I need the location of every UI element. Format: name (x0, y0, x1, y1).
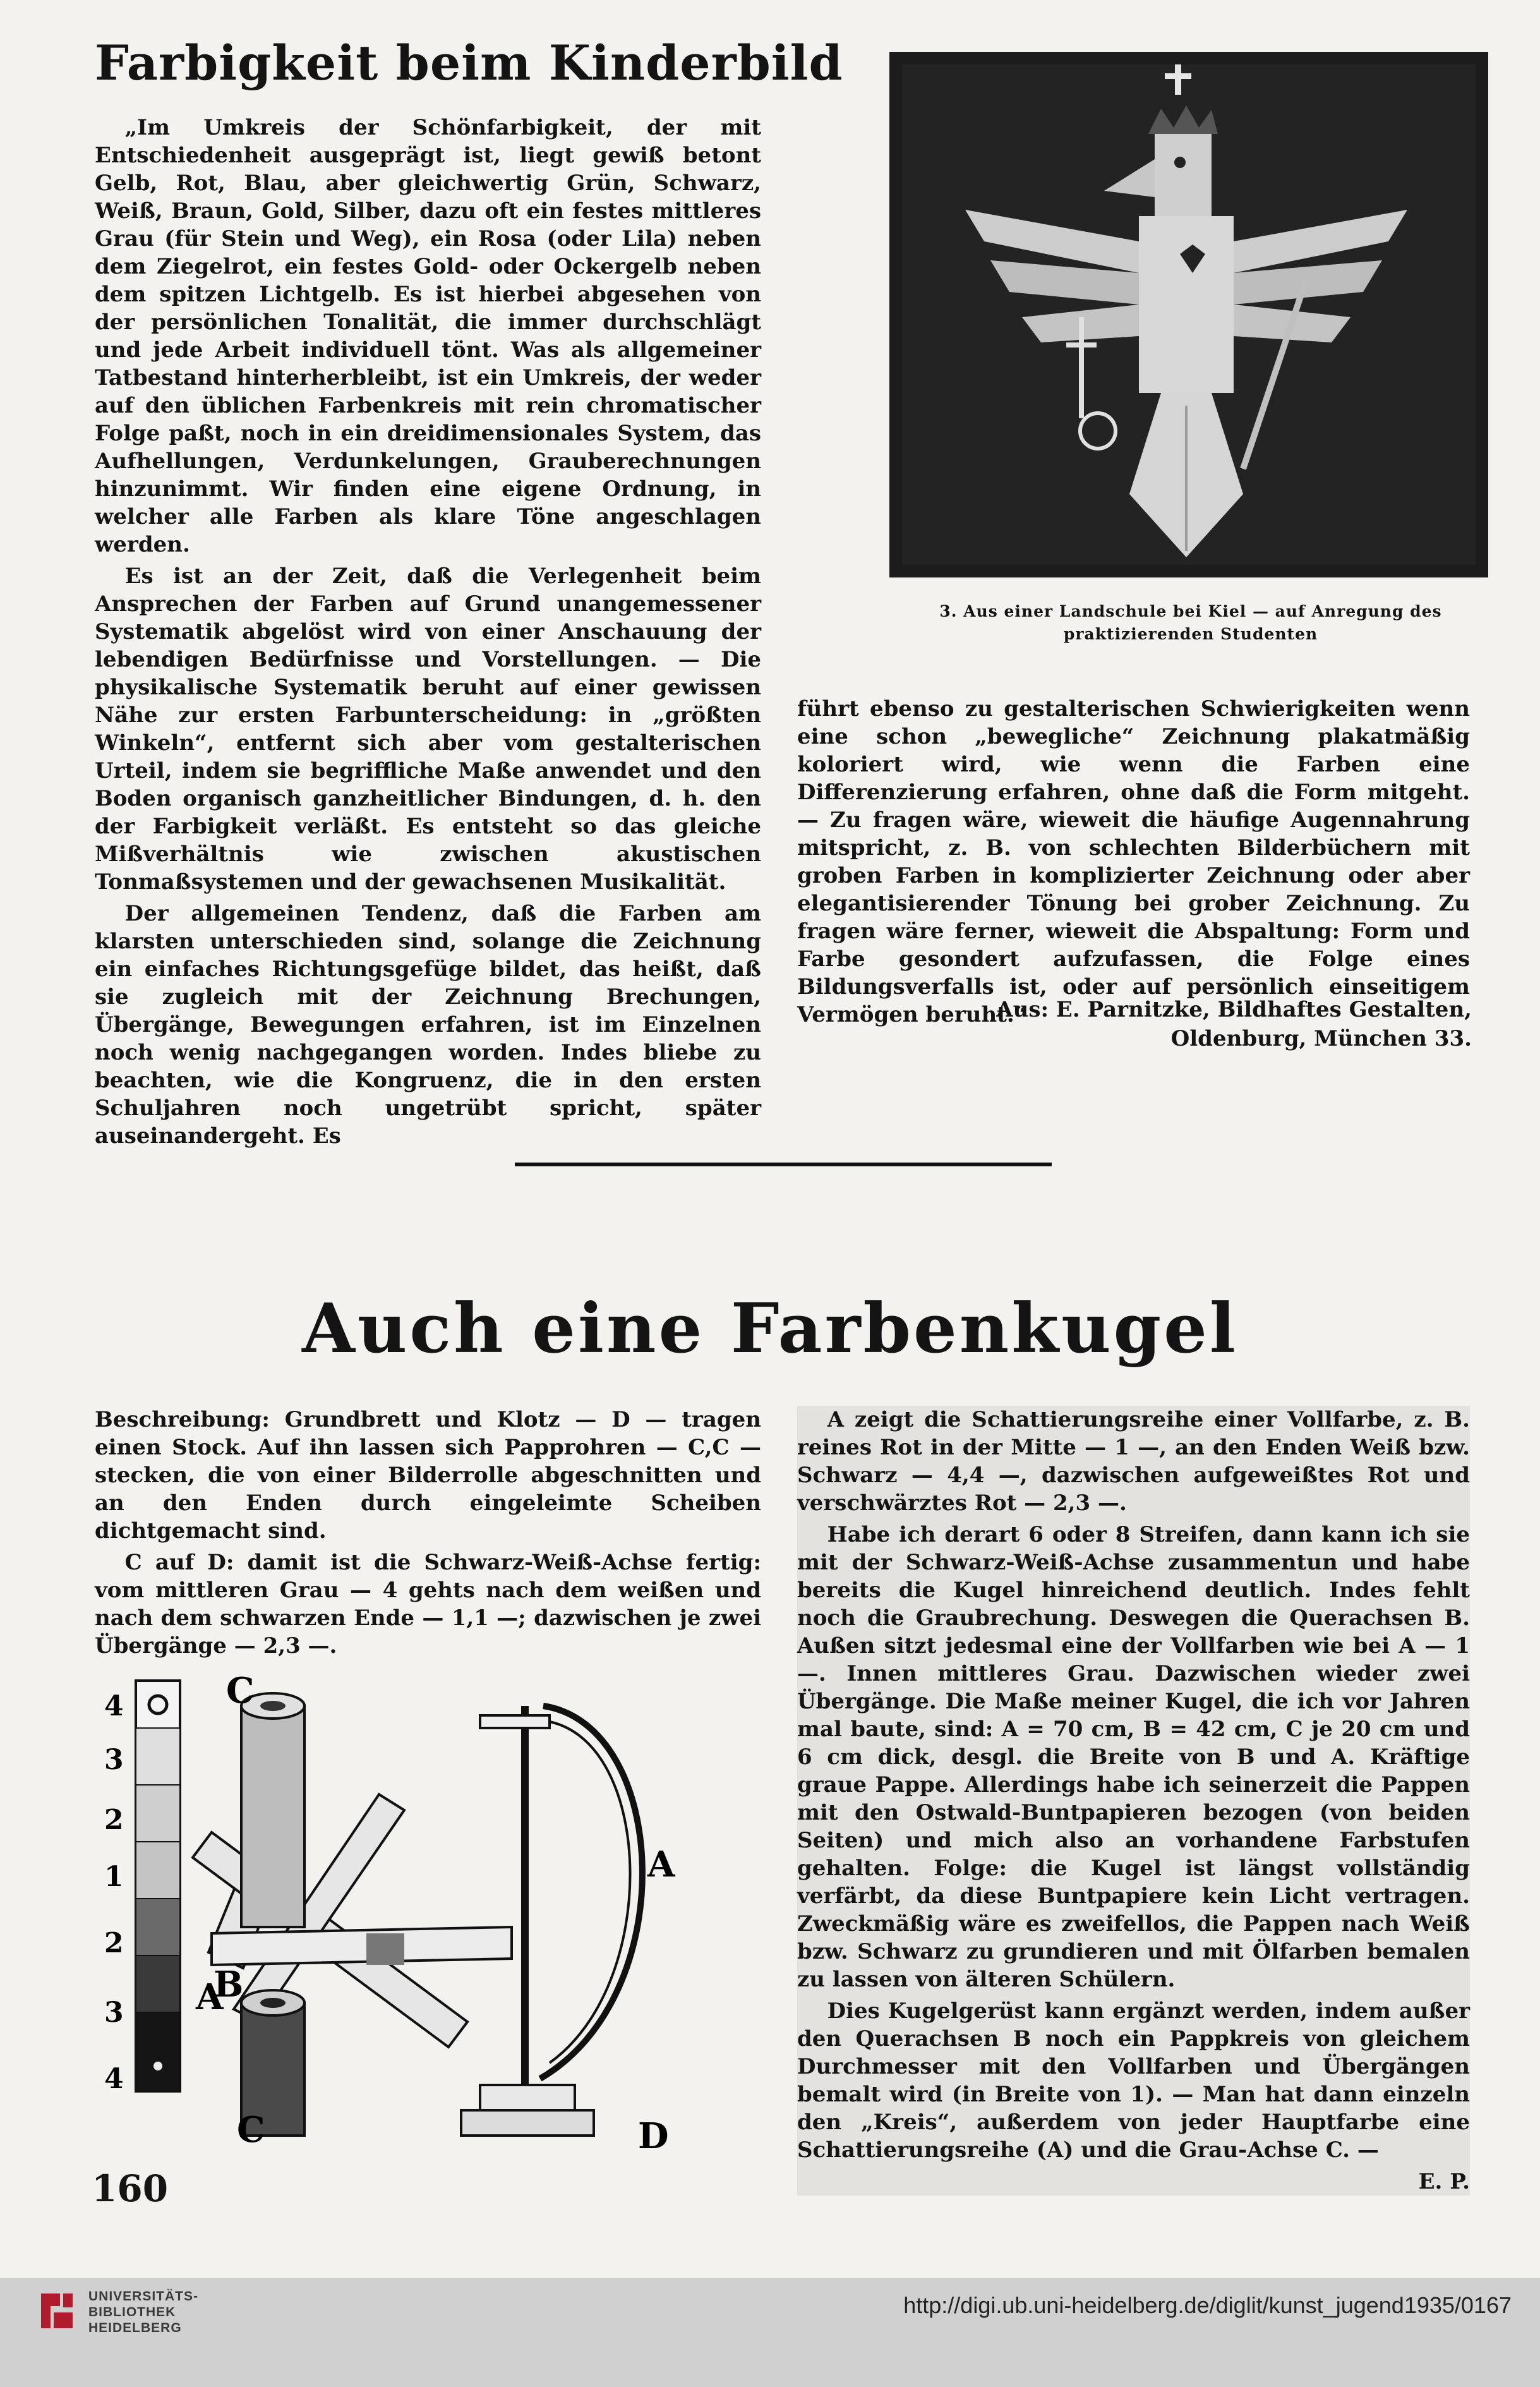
strip-number: 4 (104, 2063, 124, 2095)
strip-numbers (104, 1690, 124, 2095)
label-a-right: A (647, 1844, 675, 1885)
color-sphere-diagram (76, 1668, 739, 2161)
paragraph: Beschreibung: Grundbrett und Klotz — D — tragen einen Stock. Auf ihn lassen sich Papprohren — C,C — stecken, die von einer Bilderrolle abgeschnitten und an den Enden durch eingeleimte Scheiben dichtgemacht sind. (95, 1407, 761, 1544)
paragraph: Es ist an der Zeit, daß die Verlegenheit beim Ansprechen der Farben auf Grund unangemessener Systematik abgelöst wird von einer Anschauung der lebendigen Bedürfnisse und Vorstellungen. — Die physikalische Systematik beruht auf einer gewissen Nähe zur ersten Farbunterscheidung: in „größten Winkeln“, entfernt sich aber vom gestalterischen Urteil, indem sie begriffliche Maße anwendet und den Boden organisch ganzheitlicher Bindungen, d. h. den der Farbigkeit verläßt. Es entsteht so das gleiche Mißverhältnis wie zwischen akustischen Tonmaßsystemen und der gewachsenen Musikalität. (95, 564, 761, 895)
label-c-bottom: C (237, 2109, 265, 2151)
label-b: B (214, 1964, 244, 2005)
library-name-line: UNIVERSITÄTS- (88, 2289, 199, 2304)
source-citation (985, 995, 1472, 1053)
paragraph: Habe ich derart 6 oder 8 Streifen, dann kann ich sie mit der Schwarz-Weiß-Achse zusammentun und habe bereits die Kugel hinreichend deutlich. Indes fehlt noch die Graubrechung. Deswegen die Querachsen B. Außen sitzt jedesmal eine der Vollfarben wie bei A — 1 —. Innen mittleres Grau. Dazwischen wieder zwei Übergänge. Die Maße meiner Kugel, die ich vor Jahren mal baute, sind: A = 70 cm, B = 42 cm, C je 20 cm und 6 cm dick, desgl. die Breite von B und A. Kräftige graue Pappe. Allerdings habe ich seinerzeit die Pappen mit den Ostwald-Buntpapieren bezogen (von beiden Seiten) und mich also an vorhandene Farbstufen gehalten. Folge: die Kugel ist längst vollständig verfärbt, da diese Buntpapiere kein Licht vertragen. Zweckmäßig wäre es zweifellos, die Pappen nach Weiß bzw. Schwarz zu grundieren und mit Ölfarben bemalen zu lassen von älteren Schülern. (797, 1522, 1470, 1992)
paragraph: Dies Kugelgerüst kann ergänzt werden, indem außer den Querachsen B noch ein Pappkreis von gleichem Durchmesser mit den Vollfarben und Übergängen bemalt wird (in Breite von 1). — Man hat dann einzeln den „Kreis“, außerdem von jeder Hauptfarbe eine Schattierungsreihe (A) und die Grau-Achse C. — (797, 1998, 1470, 2163)
signature: E. P. (1418, 2169, 1470, 2194)
strip-number: 1 (104, 1861, 124, 1893)
page-number: 160 (92, 2167, 169, 2210)
article-left-column (95, 114, 761, 1154)
library-name[interactable] (88, 2288, 198, 2336)
strip-number: 2 (104, 1927, 124, 1959)
article-right-column (797, 695, 1470, 1032)
university-logo-icon[interactable] (35, 2287, 79, 2331)
label-c-top: C (226, 1670, 255, 1712)
stand-d (461, 1706, 642, 2136)
photo-wooden-eagle (889, 52, 1488, 577)
library-name-line: HEIDELBERG (88, 2321, 182, 2335)
section-divider (515, 1163, 1052, 1166)
paragraph: führt ebenso zu gestalterischen Schwierigkeiten wenn eine schon „bewegliche“ Zeichnung plakatmäßig koloriert wird, wie wenn die Farben eine Differenzierung erfahren, ohne daß die Form mitgeht. — Zu fragen wäre, wieweit die häufige Augennahrung mitspricht, z. B. von schlechten Bilderbüchern mit groben Farben in komplizierter Zeichnung oder aber elegantisierender Tönung bei grober Zeichnung. Zu fragen wäre ferner, wieweit die Abspaltung: Form und Farbe gesondert aufzufassen, die Folge eines Bildungsverfalls ist, oder auf persönlich einseitigem Vermögen beruht.“ (797, 696, 1470, 1027)
strip-number: 3 (104, 1744, 124, 1776)
paragraph: A zeigt die Schattierungsreihe einer Vollfarbe, z. B. reines Rot in der Mitte — 1 —, an den Enden Weiß bzw. Schwarz — 4,4 —, dazwischen aufgeweißtes Rot und verschwärztes Rot — 2,3 —. (797, 1407, 1470, 1516)
label-d: D (638, 2115, 669, 2157)
article-left-column (95, 1406, 761, 1664)
paragraph: „Im Umkreis der Schönfarbigkeit, der mit Entschiedenheit ausgeprägt ist, liegt gewiß betont Gelb, Rot, Blau, aber gleichwertig Grün, Schwarz, Weiß, Braun, Gold, Silber, dazu oft ein festes mittleres Grau (für Stein und Weg), ein Rosa (oder Lila) neben dem Ziegelrot, ein festes Gold- oder Ockergelb neben dem spitzen Lichtgelb. Es ist hierbei abgesehen von der persönlichen Tonalität, die immer durchschlägt und jede Arbeit individuell tönt. Was als allgemeiner Tatbestand hinterherbleibt, ist ein Umkreis, der weder auf den üblichen Farbenkreis mit rein chromatischer Folge paßt, noch in ein dreidimensionales System, das Aufhellungen, Verdunkelungen, Grauberechnungen hinzunimmt. Wir finden eine eigene Ordnung, in welcher alle Farben als klare Töne angeschlagen werden. (95, 115, 761, 557)
eagle-carving-image (889, 52, 1488, 577)
strip-number: 3 (104, 1997, 124, 2029)
library-name-line: BIBLIOTHEK (88, 2305, 176, 2319)
paragraph: Der allgemeinen Tendenz, daß die Farben am klarsten unterschieden sind, solange die Zeichnung ein einfaches Richtungsgefüge bildet, das heißt, daß sie zugleich mit der Zeichnung Brechungen, Übergänge, Bewegungen erfahren, ist im Einzelnen noch wenig nachgegangen worden. Indes bliebe zu beachten, wie die Kongruenz, die in den ersten Schuljahren noch ungetrübt spricht, später auseinandergeht. Es (95, 901, 761, 1149)
paragraph: C auf D: damit ist die Schwarz-Weiß-Achse fertig: vom mittleren Grau — 4 gehts nach dem weißen und nach dem schwarzen Ende — 1,1 —; dazwischen je zwei Übergänge — 2,3 —. (95, 1550, 761, 1659)
tube-c-top (241, 1693, 304, 1927)
strip-a (136, 1681, 180, 2091)
article-title: Auch eine Farbenkugel (302, 1289, 1238, 1369)
photo-caption: 3. Aus einer Landschule bei Kiel — auf Anregung des praktizierenden Studenten (939, 602, 1442, 643)
strip-number: 4 (104, 1690, 124, 1722)
article-right-column (797, 1406, 1470, 2196)
source-line: Aus: E. Parnitzke, Bildhaftes Gestalten, (996, 997, 1472, 1022)
article-title: Farbigkeit beim Kinderbild (95, 35, 843, 91)
strip-number: 2 (104, 1804, 124, 1836)
permalink-url[interactable]: http://digi.ub.uni-heidelberg.de/diglit/kunst_jugend1935/0167 (903, 2292, 1512, 2318)
label-a-left: A (196, 1976, 224, 2018)
source-line: Oldenburg, München 33. (1170, 1026, 1472, 1051)
